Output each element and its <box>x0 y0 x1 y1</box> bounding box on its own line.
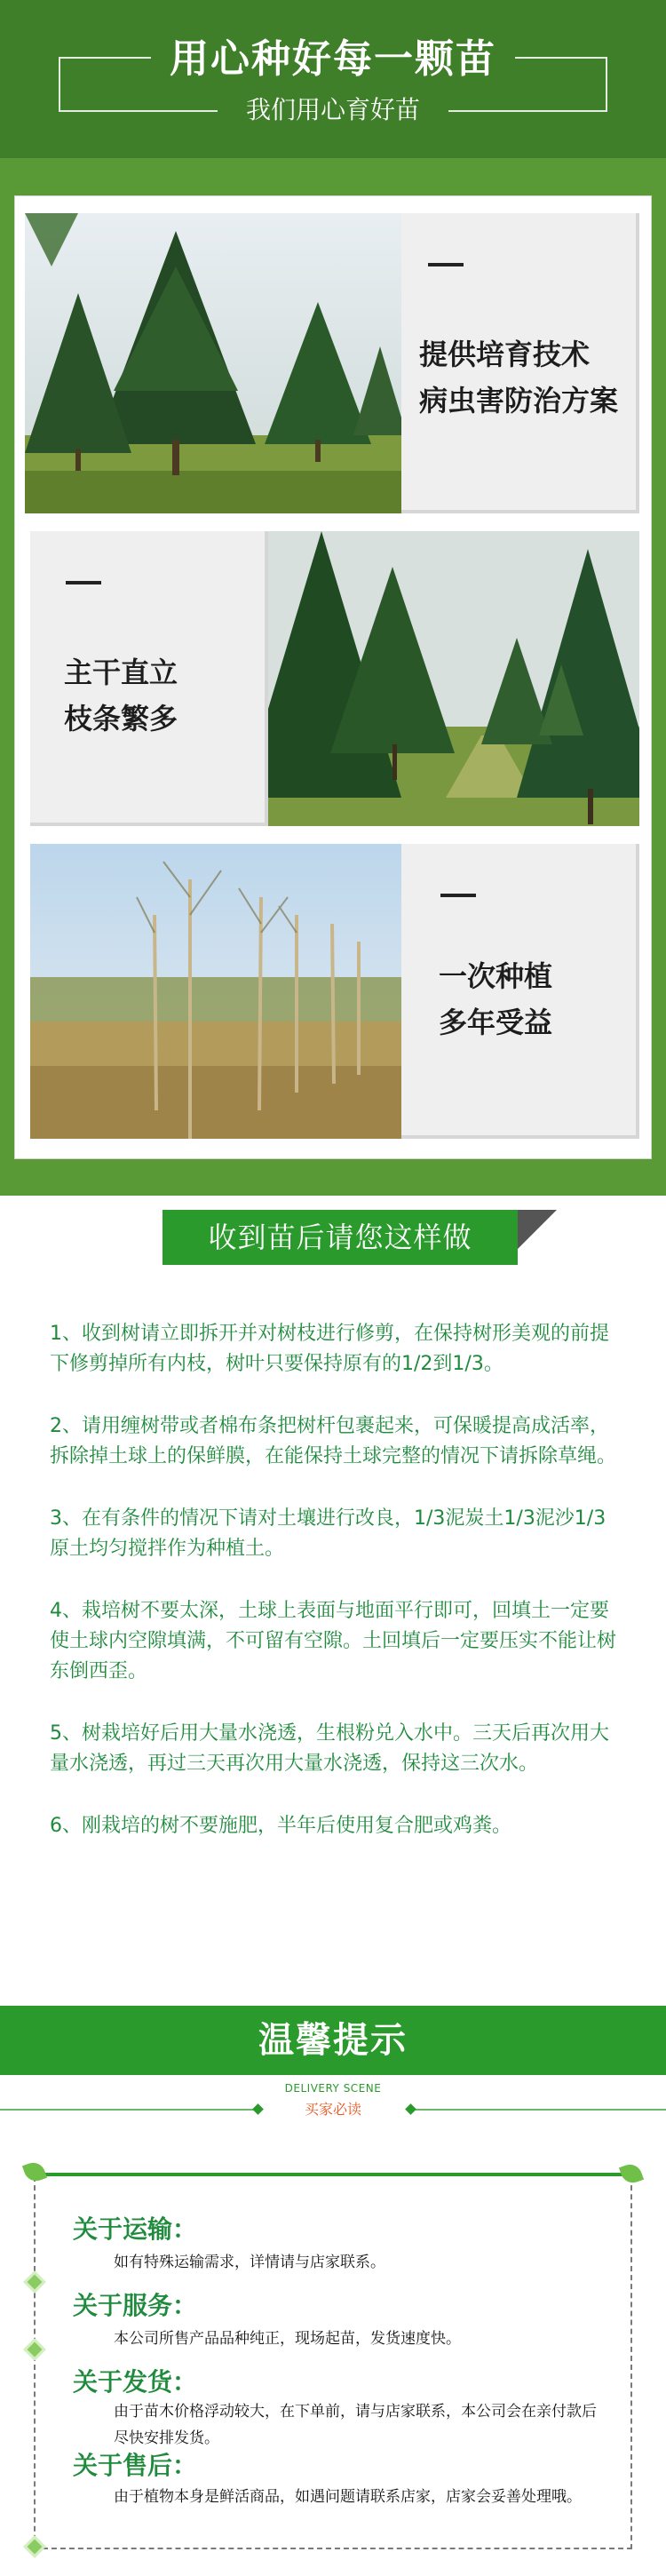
instruction-step-3: 3、在有条件的情况下请对土壤进行改良，1/3泥炭土1/3泥沙1/3原土均匀搅拌作为种植土。 <box>50 1507 607 1560</box>
feature-card-3 <box>401 844 639 1139</box>
feature-2-line-1: 主干直立 <box>64 656 178 689</box>
feature-3-line-1: 一次种植 <box>439 959 553 993</box>
instructions-banner <box>163 1210 518 1265</box>
page-subtitle: 我们用心育好苗 <box>245 95 420 124</box>
page-title: 用心种好每一颗苗 <box>170 36 496 82</box>
tips-header-bar <box>0 2006 666 2075</box>
feature-1-line-1: 提供培育技术 <box>419 338 591 371</box>
instruction-step-1: 1、收到树请立即拆开并对树枝进行修剪，在保持树形美观的前提下修剪掉所有内枝，树叶只要保持原有的1/2到1/3。 <box>50 1323 609 1375</box>
instructions-title: 收到苗后请您这样做 <box>208 1220 472 1254</box>
spruce-row-photo <box>268 531 639 826</box>
feature-3-line-2: 多年受益 <box>439 1006 553 1039</box>
instruction-step-2: 2、请用缠树带或者棉布条把树杆包裹起来，可保暖提高成活率，拆除掉土球上的保鲜膜，在能保持土球完整的情况下请拆除草绳。 <box>50 1415 617 1467</box>
tip-body-service: 本公司所售产品品种纯正，现场起苗，发货速度快。 <box>114 2330 461 2348</box>
feature-1-line-2: 病虫害防治方案 <box>419 384 619 417</box>
instruction-step-4: 4、栽培树不要太深，土球上表面与地面平行即可，回填土一定要使土球内空隙填满，不可留有空隙。土回填后一定要压实不能让树东倒西歪。 <box>50 1600 617 1682</box>
tips-subtitle-en: DELIVERY SCENE <box>284 2082 382 2095</box>
instruction-step-6: 6、刚栽培的树不要施肥，半年后使用复合肥或鸡粪。 <box>50 1815 511 1837</box>
spruce-field-photo <box>25 213 401 513</box>
instruction-steps <box>50 1319 618 1873</box>
tip-body-transport: 如有特殊运输需求，详情请与店家联系。 <box>114 2254 385 2271</box>
feature-2-line-2: 枝条繁多 <box>64 702 178 735</box>
tip-head-transport: 关于运输： <box>73 2214 198 2244</box>
feature-card-1 <box>401 213 639 513</box>
tips-subtitle-cn: 买家必读 <box>304 2101 361 2118</box>
tip-head-shipping: 关于发货： <box>73 2367 198 2397</box>
instruction-step-5: 5、树栽培好后用大量水浇透，生根粉兑入水中。三天后再次用大量水浇透，再过三天再次用大量水浇透，保持这三次水。 <box>50 1722 609 1775</box>
dash-mark <box>428 263 464 266</box>
tip-body-aftersales: 由于植物本身是鲜活商品，如遇问题请联系店家，店家会妥善处理哦。 <box>114 2488 582 2506</box>
banner-fold <box>518 1210 557 1249</box>
tip-head-aftersales: 关于售后： <box>73 2451 198 2480</box>
bare-trees-photo <box>30 844 401 1139</box>
feature-card-2 <box>30 531 268 826</box>
tips-title: 温馨提示 <box>258 2020 408 2061</box>
tip-body-shipping: 由于苗木价格浮动较大，在下单前，请与店家联系，本公司会在亲付款后尽快安排发货。 <box>114 2403 597 2447</box>
dash-mark <box>66 581 101 584</box>
dash-mark <box>440 894 476 897</box>
hero-header <box>0 0 666 158</box>
feature-panel <box>0 158 666 1196</box>
tip-head-service: 关于服务： <box>73 2291 198 2320</box>
